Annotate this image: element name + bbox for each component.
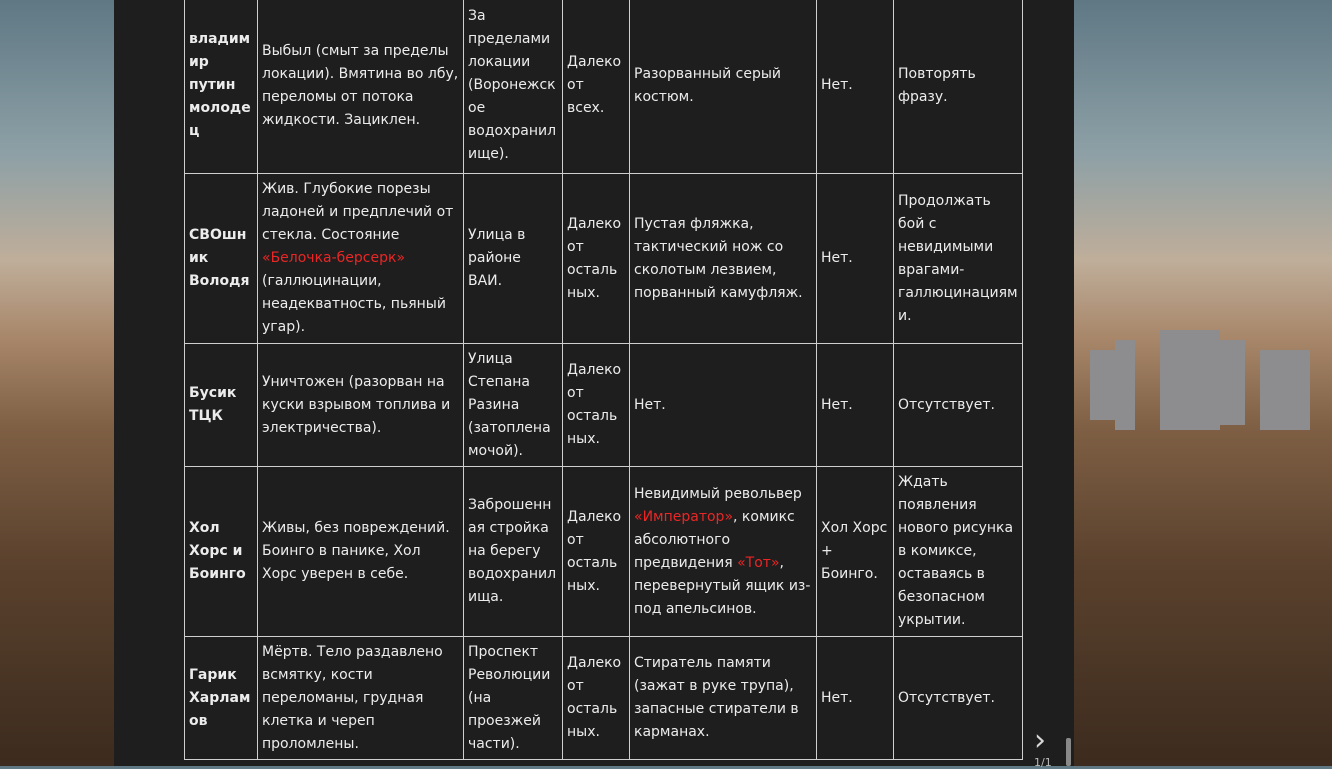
rock-formation (1215, 340, 1245, 425)
table-row (185, 344, 1023, 467)
character-goal: Ждать появления нового рисунка в комиксе, оставаясь в безопасном укрытии. (894, 467, 1023, 637)
table-row (185, 467, 1023, 637)
table-row (185, 0, 1023, 174)
character-allies: Нет. (817, 174, 894, 344)
character-allies: Нет. (817, 0, 894, 174)
rock-formation (1115, 340, 1135, 430)
character-items: Нет. (630, 344, 817, 467)
scrollbar[interactable] (1066, 738, 1071, 766)
character-name: владимир путин молодец (185, 0, 258, 174)
character-allies: Нет. (817, 344, 894, 467)
highlight-term: «Белочка-берсерк» (262, 250, 406, 266)
character-goal: Отсутствует. (894, 637, 1023, 760)
rock-formation (1260, 350, 1310, 430)
character-location: Улица в районе ВАИ. (464, 174, 563, 344)
character-distance: Далеко от остальных. (563, 637, 630, 760)
page-counter: 1/1 (1034, 756, 1052, 769)
state-text: Жив. Глубокие порезы ладоней и предплечий от стекла. Состояние (262, 181, 454, 243)
character-name: Гарик Харламов (185, 637, 258, 760)
character-location: Заброшенная стройка на берегу водохранилища. (464, 467, 563, 637)
character-distance: Далеко от остальных. (563, 174, 630, 344)
items-text: Невидимый револьвер (634, 485, 802, 502)
character-distance: Далеко от остальных. (563, 467, 630, 637)
highlight-term: «Тот» (737, 554, 780, 571)
character-name: СВОшник Володя (185, 174, 258, 344)
character-items: Разорванный серый костюм. (630, 0, 817, 174)
character-name: Бусик ТЦК (185, 344, 258, 467)
chevron-right-icon[interactable]: › (1034, 723, 1046, 758)
table-row (185, 637, 1023, 760)
character-allies: Хол Хорс + Боинго. (817, 467, 894, 637)
state-text: (галлюцинации, неадекватность, пьяный угар). (262, 273, 446, 335)
items-text: , перевернутый ящик из-под апельсинов. (634, 554, 811, 617)
character-state (258, 174, 464, 344)
character-location: Улица Степана Разина (затоплена мочой). (464, 344, 563, 467)
character-location: За пределами локации (Воронежское водохранилище). (464, 0, 563, 174)
character-name: Хол Хорс и Боинго (185, 467, 258, 637)
character-location: Проспект Революции (на проезжей части). (464, 637, 563, 760)
rock-formation (1160, 330, 1220, 430)
character-items: Стиратель памяти (зажат в руке трупа), запасные стиратели в карманах. (630, 637, 817, 760)
character-distance: Далеко от всех. (563, 0, 630, 174)
character-state: Уничтожен (разорван на куски взрывом топлива и электричества). (258, 344, 464, 467)
character-goal: Отсутствует. (894, 344, 1023, 467)
character-allies: Нет. (817, 637, 894, 760)
character-distance: Далеко от остальных. (563, 344, 630, 467)
table-row (185, 174, 1023, 344)
character-goal: Повторять фразу. (894, 0, 1023, 174)
character-items (630, 467, 817, 637)
character-goal: Продолжать бой с невидимыми врагами-галлюцинациями. (894, 174, 1023, 344)
character-state: Живы, без повреждений. Боинго в панике, Хол Хорс уверен в себе. (258, 467, 464, 637)
highlight-term: «Император» (634, 508, 734, 525)
character-table (184, 0, 1023, 760)
character-state: Мёртв. Тело раздавлено всмятку, кости переломаны, грудная клетка и череп проломлены. (258, 637, 464, 760)
character-state: Выбыл (смыт за пределы локации). Вмятина во лбу, переломы от потока жидкости. Зациклен. (258, 0, 464, 174)
character-items: Пустая фляжка, тактический нож со сколотым лезвием, порванный камуфляж. (630, 174, 817, 344)
items-text: , комикс абсолютного предвидения (634, 508, 795, 571)
